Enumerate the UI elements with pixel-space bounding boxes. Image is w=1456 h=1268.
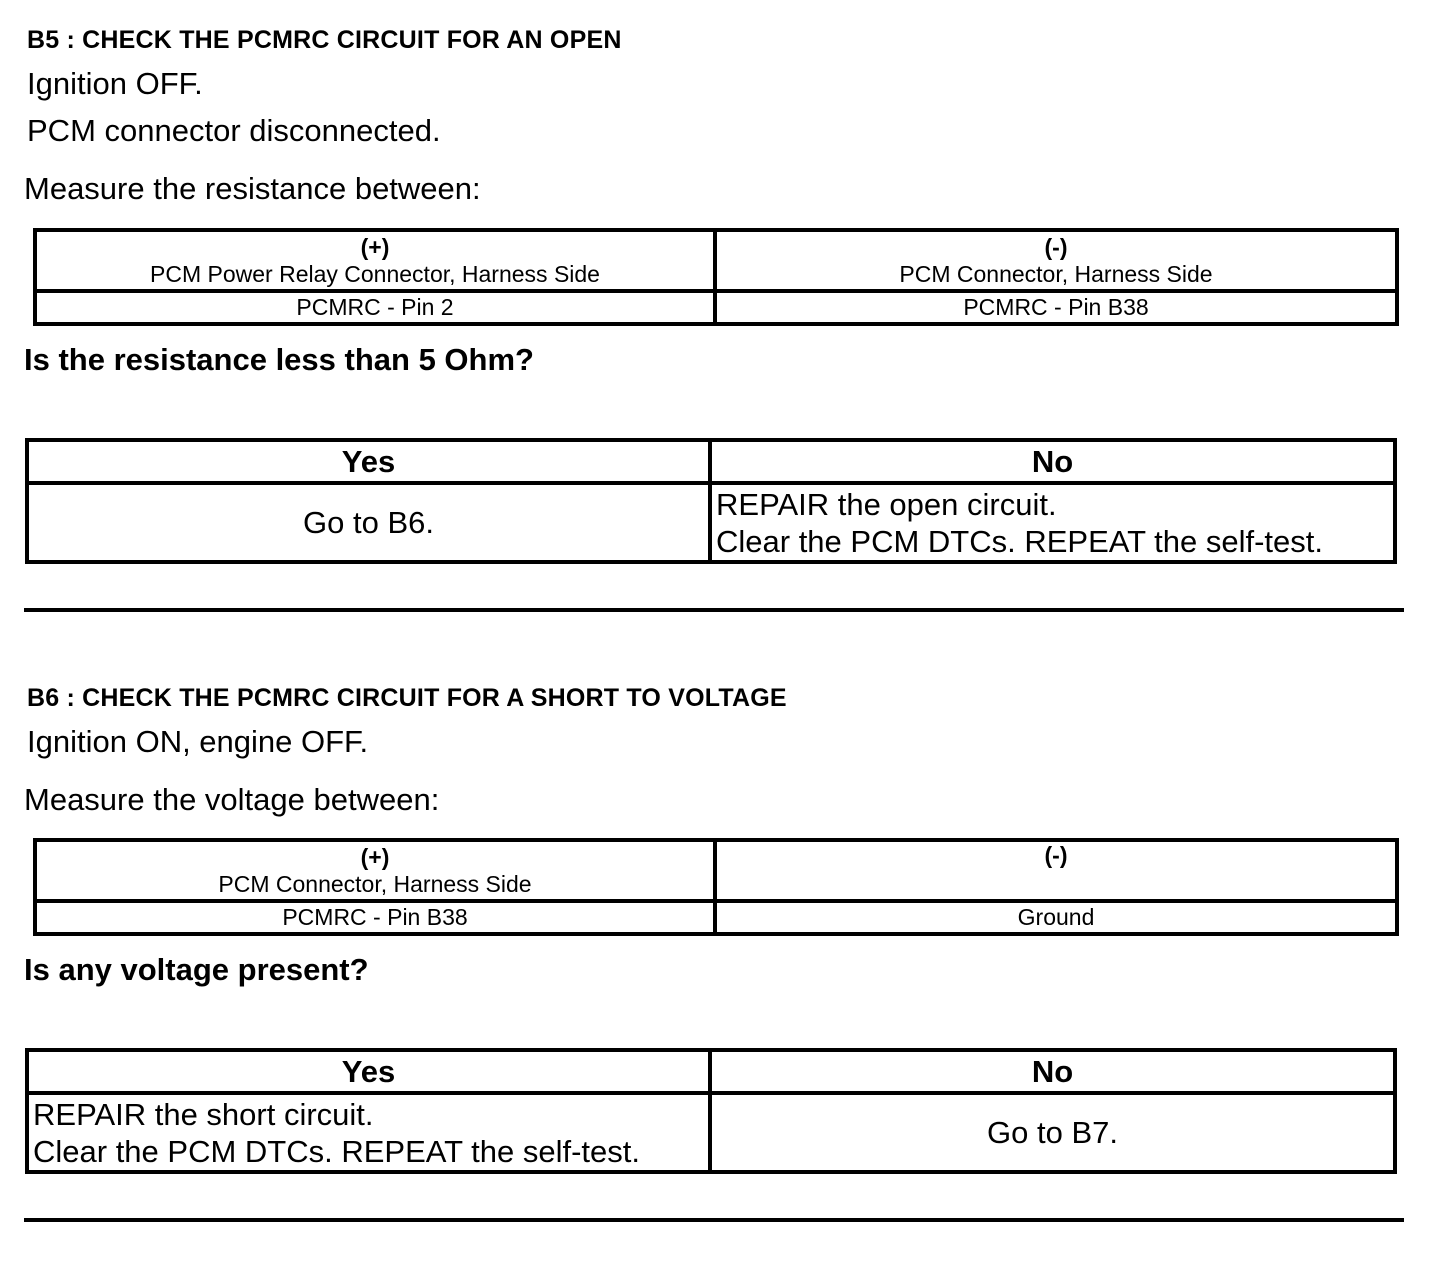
b5-plus-label: PCM Power Relay Connector, Harness Side (150, 260, 600, 287)
b6-title: B6 : CHECK THE PCMRC CIRCUIT FOR A SHORT TO VOLTAGE (27, 684, 787, 712)
b5-no-action (710, 483, 1395, 562)
b5-measurement-table (33, 228, 1399, 326)
b5-measure-instruction: Measure the resistance between: (24, 171, 481, 206)
b6-plus-label: PCM Connector, Harness Side (218, 870, 532, 897)
b5-yes-header: Yes (27, 440, 710, 483)
b5-minus-symbol: (-) (1044, 233, 1068, 260)
b5-minus-value: PCMRC - Pin B38 (715, 291, 1397, 324)
b5-title: B5 : CHECK THE PCMRC CIRCUIT FOR AN OPEN (27, 26, 622, 54)
b6-no-action: Go to B7. (710, 1093, 1395, 1172)
b6-plus-value: PCMRC - Pin B38 (35, 901, 715, 934)
b5-no-line1: REPAIR the open circuit. (716, 486, 1057, 522)
b6-minus-header (715, 840, 1397, 901)
b5-minus-label: PCM Connector, Harness Side (899, 260, 1213, 287)
b6-minus-value: Ground (715, 901, 1397, 934)
b5-plus-header (35, 230, 715, 291)
b6-no-header: No (710, 1050, 1395, 1093)
b6-yes-line1: REPAIR the short circuit. (33, 1096, 374, 1132)
b6-plus-header (35, 840, 715, 901)
section-divider (24, 1218, 1404, 1222)
b5-minus-header (715, 230, 1397, 291)
b5-plus-value: PCMRC - Pin 2 (35, 291, 715, 324)
b5-step-ignition: Ignition OFF. (27, 66, 203, 101)
b6-yes-line2: Clear the PCM DTCs. REPEAT the self-test. (33, 1133, 640, 1169)
b6-measure-instruction: Measure the voltage between: (24, 782, 440, 817)
b6-plus-symbol: (+) (360, 843, 390, 870)
b5-plus-symbol: (+) (360, 233, 390, 260)
b5-answer-table (25, 438, 1397, 564)
b6-yes-action (27, 1093, 710, 1172)
b6-answer-table (25, 1048, 1397, 1174)
b5-no-line2: Clear the PCM DTCs. REPEAT the self-test. (716, 523, 1323, 559)
b6-step-ignition: Ignition ON, engine OFF. (27, 724, 369, 759)
b5-step-connector: PCM connector disconnected. (27, 113, 441, 148)
b5-no-header: No (710, 440, 1395, 483)
b6-measurement-table (33, 838, 1399, 936)
b6-yes-header: Yes (27, 1050, 710, 1093)
section-divider (24, 608, 1404, 612)
b5-yes-action: Go to B6. (27, 483, 710, 562)
b5-question: Is the resistance less than 5 Ohm? (24, 342, 534, 377)
b6-question: Is any voltage present? (24, 952, 369, 987)
b6-minus-symbol: (-) (1044, 842, 1068, 868)
